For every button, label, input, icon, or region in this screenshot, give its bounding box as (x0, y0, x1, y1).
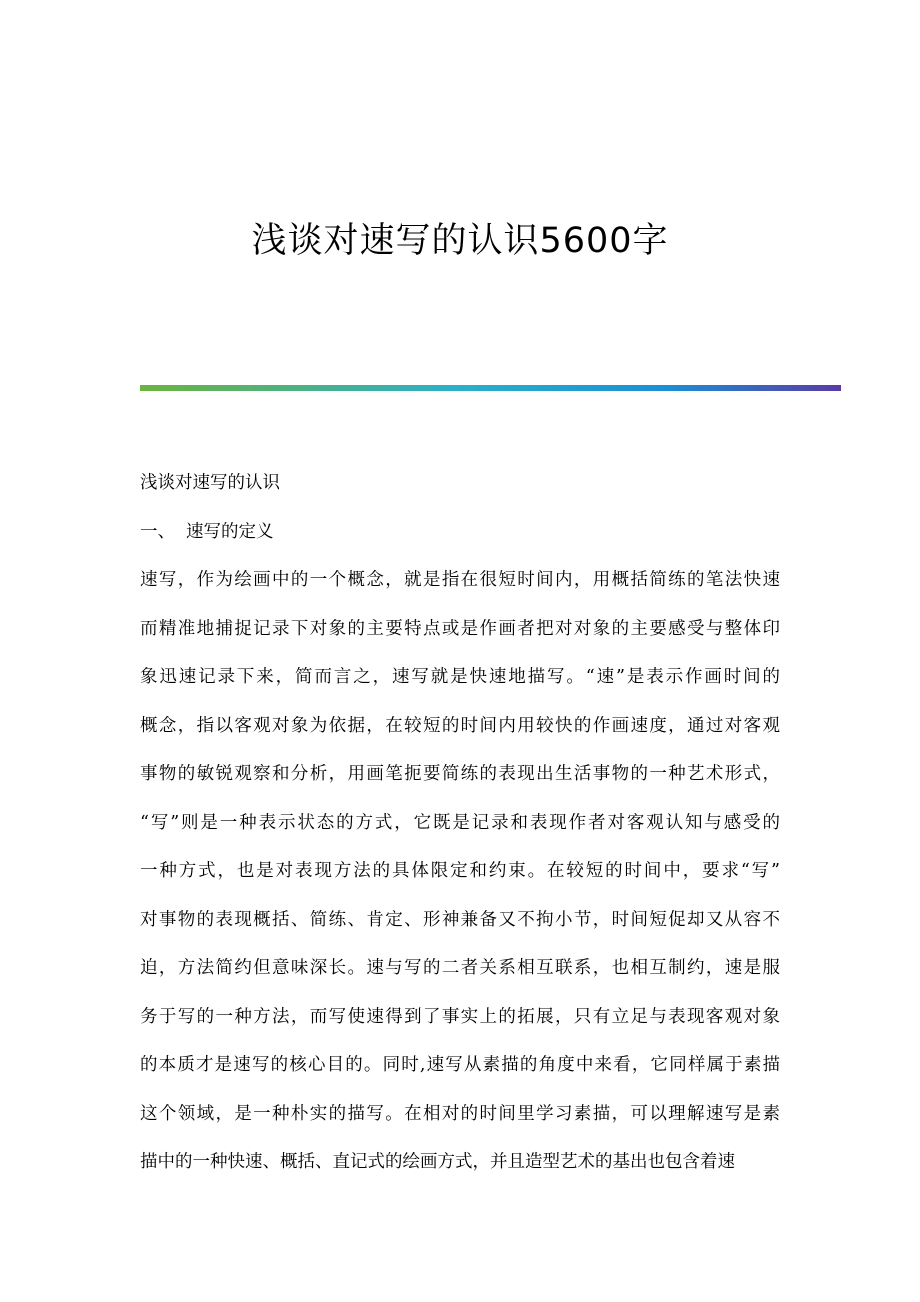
paragraph-line: 对事物的表现概括、简练、肯定、形神兼备又不拘小节，时间短促却又从容不 (140, 909, 780, 930)
subtitle: 浅谈对速写的认识 (140, 473, 280, 493)
paragraph-line: “写”则是一种表示状态的方式，它既是记录和表现作者对客观认知与感受的 (140, 812, 780, 833)
document-body (140, 466, 780, 1194)
paragraph-line: 速写，作为绘画中的一个概念，就是指在很短时间内，用概括简练的笔法快速 (140, 570, 780, 590)
paragraph-line: 描中的一种快速、概括、直记式的绘画方式，并且造型艺术的基出也包含着速 (140, 1152, 735, 1172)
paragraph-line: 象迅速记录下来，简而言之，速写就是快速地描写。“速”是表示作画时间的 (140, 667, 780, 687)
document-title: 浅谈对速写的认识5600字 (251, 221, 669, 261)
paragraph-line: 迫，方法简约但意味深长。速与写的二者关系相互联系，也相互制约，速是服 (140, 958, 780, 978)
paragraph (140, 563, 780, 1194)
paragraph-line: 而精准地捕捉记录下对象的主要特点或是作画者把对对象的主要感受与整体印 (140, 618, 780, 639)
section-heading-text: 速写的定义 (186, 521, 274, 542)
paragraph-line: 概念，指以客观对象为依据，在较短的时间内用较快的作画速度，通过对客观 (140, 715, 780, 736)
title-divider-rule (140, 385, 841, 391)
section-heading (140, 515, 780, 564)
section-number: 一、 (140, 521, 175, 542)
paragraph-line: 的本质才是速写的核心目的。同时,速写从素描的角度中来看，它同样属于素描 (140, 1055, 780, 1075)
paragraph-line: 务于写的一种方法，而写使速得到了事实上的拓展，只有立足与表现客观对象 (140, 1006, 780, 1027)
paragraph-line: 一种方式，也是对表现方法的具体限定和约束。在较短的时间中，要求“写” (140, 861, 780, 881)
paragraph-line: 事物的敏锐观察和分析，用画笔扼要简练的表现出生活事物的一种艺术形式， (140, 764, 780, 784)
paragraph-line: 这个领域，是一种朴实的描写。在相对的时间里学习素描，可以理解速写是素 (140, 1103, 780, 1124)
